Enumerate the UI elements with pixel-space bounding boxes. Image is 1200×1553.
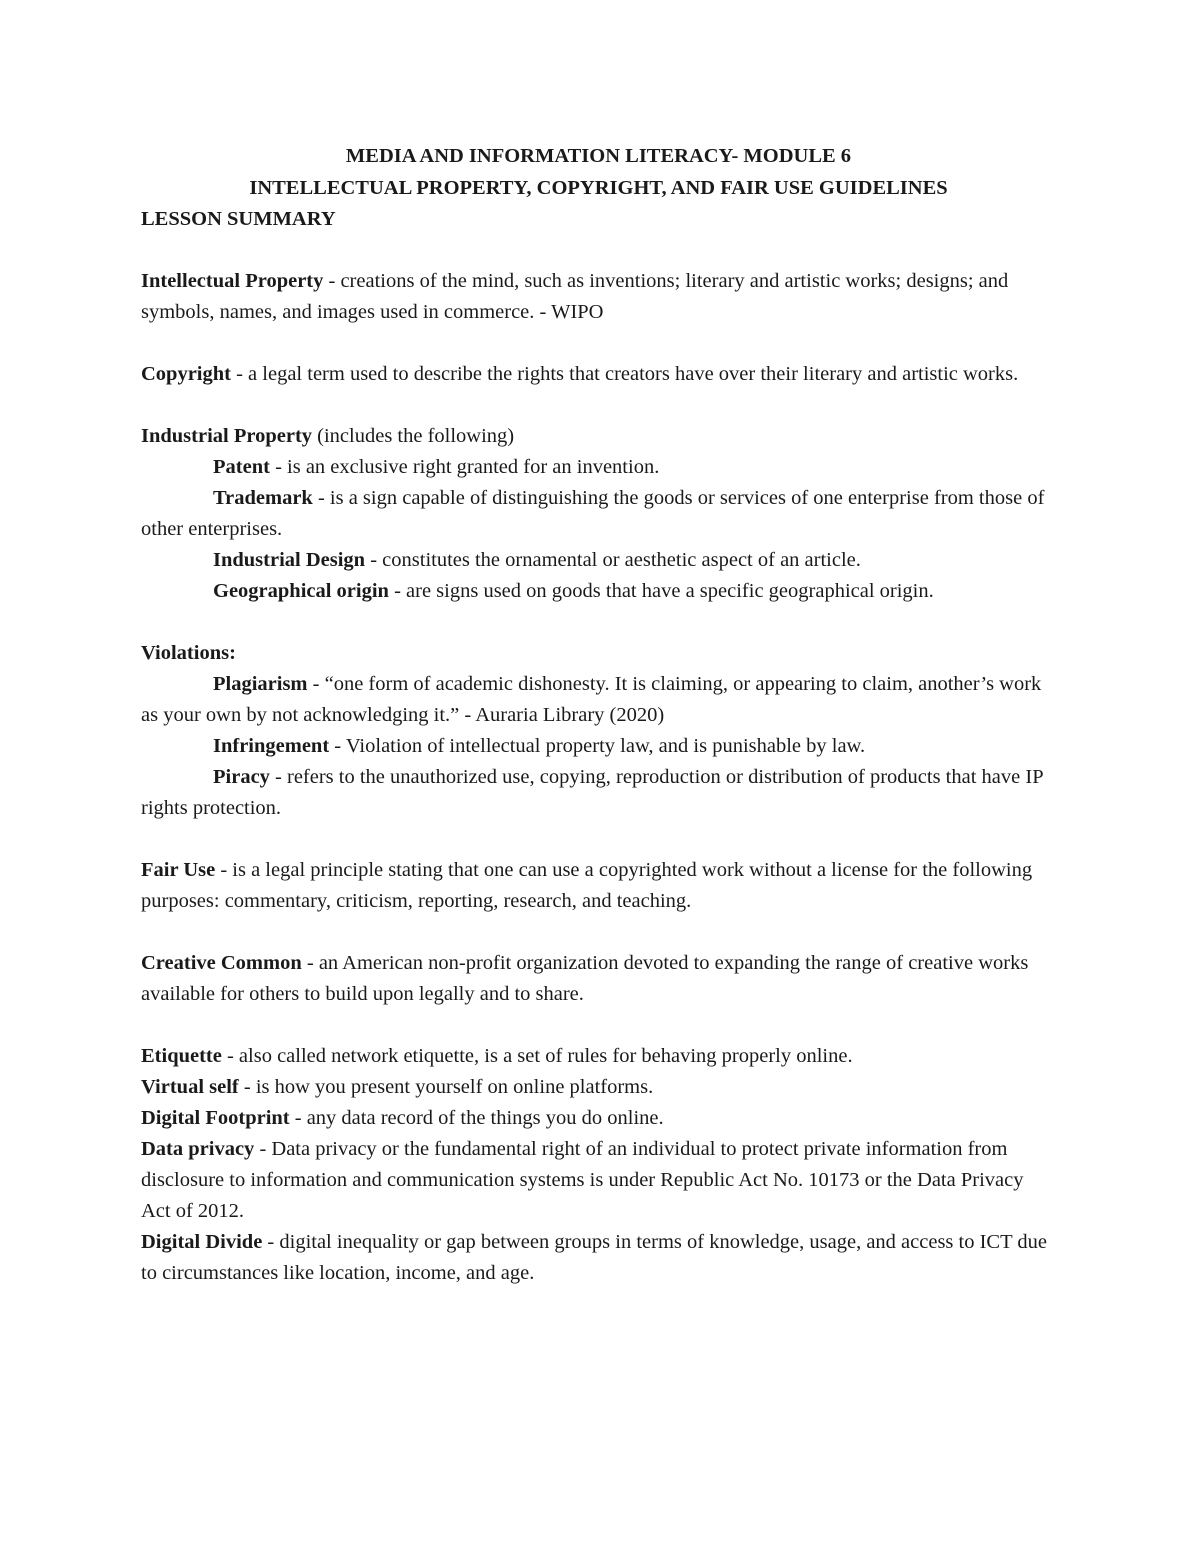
term-definition: - an American non-profit organization devoted to expanding the range of creative works available for others to build upon legally and to share. — [141, 952, 1029, 1005]
definition-creative-common — [141, 948, 1056, 1010]
term-label: Geographical origin — [213, 580, 389, 602]
definition-trademark — [141, 483, 1056, 545]
definition-geographical-origin — [141, 576, 1056, 607]
term-definition: - constitutes the ornamental or aesthetic aspect of an article. — [365, 549, 861, 571]
definition-digital-divide — [141, 1227, 1056, 1289]
term-label: Plagiarism — [213, 673, 308, 695]
title-line-1: MEDIA AND INFORMATION LITERACY- MODULE 6 — [345, 145, 852, 167]
term-label: Fair Use — [141, 859, 216, 881]
title-line-2: INTELLECTUAL PROPERTY, COPYRIGHT, AND FAIR USE GUIDELINES — [249, 177, 948, 199]
violations-heading: Violations: — [141, 642, 236, 664]
definition-copyright — [141, 359, 1056, 390]
definition-infringement — [141, 731, 1056, 762]
document-body — [141, 140, 1056, 1289]
definition-industrial-property — [141, 421, 1056, 452]
term-definition: - refers to the unauthorized use, copying, reproduction or distribution of products that have IP rights protection. — [141, 766, 1043, 819]
definition-digital-footprint — [141, 1103, 1056, 1134]
term-definition: - also called network etiquette, is a set of rules for behaving properly online. — [221, 1045, 853, 1067]
term-label: Piracy — [213, 766, 270, 788]
term-definition: (includes the following) — [312, 425, 515, 447]
term-definition: - any data record of the things you do online. — [289, 1107, 664, 1129]
term-definition: - creations of the mind, such as inventions; literary and artistic works; designs; and symbols, names, and images used in commerce. - WIPO — [141, 270, 1009, 323]
term-label: Etiquette — [141, 1045, 222, 1067]
definition-industrial-design — [141, 545, 1056, 576]
definition-fair-use — [141, 855, 1056, 917]
definition-piracy — [141, 762, 1056, 824]
term-label: Industrial Property — [141, 425, 313, 447]
term-label: Digital Divide — [141, 1231, 263, 1253]
term-label: Copyright — [141, 363, 231, 385]
term-label: Patent — [213, 456, 270, 478]
term-definition: - Violation of intellectual property law, and is punishable by law. — [329, 735, 866, 757]
definition-patent — [141, 452, 1056, 483]
lesson-summary-heading: LESSON SUMMARY — [141, 208, 336, 230]
term-definition: - is an exclusive right granted for an invention. — [269, 456, 660, 478]
definition-etiquette — [141, 1041, 1056, 1072]
definition-virtual-self — [141, 1072, 1056, 1103]
term-label: Data privacy — [141, 1138, 255, 1160]
definition-plagiarism — [141, 669, 1056, 731]
term-label: Industrial Design — [213, 549, 366, 571]
term-label: Creative Common — [141, 952, 302, 974]
term-definition: - is how you present yourself on online platforms. — [238, 1076, 654, 1098]
term-definition: - Data privacy or the fundamental right of an individual to protect private information from disclosure to information and communication systems is under Republic Act No. 10173 or the Data Privacy Act of 2012. — [141, 1138, 1024, 1222]
term-definition: - are signs used on goods that have a specific geographical origin. — [388, 580, 934, 602]
term-label: Infringement — [213, 735, 330, 757]
definition-intellectual-property — [141, 266, 1056, 328]
term-definition: - is a legal principle stating that one can use a copyrighted work without a license for the following purposes: commentary, criticism, reporting, research, and teaching. — [141, 859, 1033, 912]
term-label: Intellectual Property — [141, 270, 324, 292]
term-label: Digital Footprint — [141, 1107, 290, 1129]
term-definition: - “one form of academic dishonesty. It is claiming, or appearing to claim, another’s work as your own by not acknowledging it.” - Auraria Library (2020) — [141, 673, 1042, 726]
term-definition: - digital inequality or gap between groups in terms of knowledge, usage, and access to ICT due to circumstances like location, income, and age. — [141, 1231, 1047, 1284]
term-label: Virtual self — [141, 1076, 239, 1098]
definition-data-privacy — [141, 1134, 1056, 1227]
term-definition: - a legal term used to describe the rights that creators have over their literary and artistic works. — [230, 363, 1019, 385]
term-definition: - is a sign capable of distinguishing the goods or services of one enterprise from those of other enterprises. — [141, 487, 1045, 540]
term-label: Trademark — [213, 487, 313, 509]
